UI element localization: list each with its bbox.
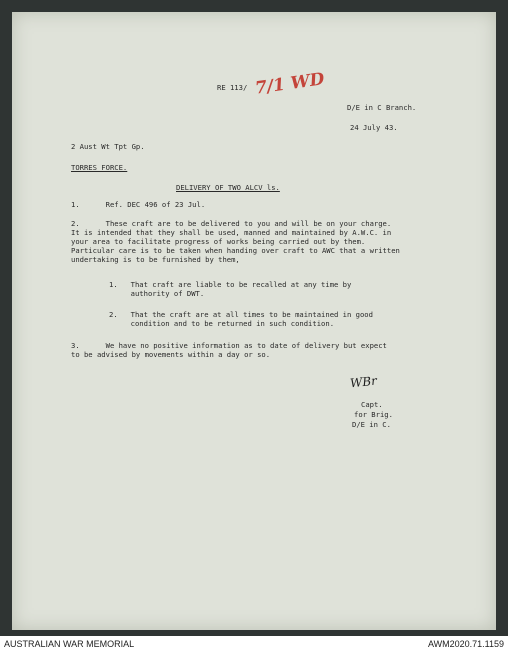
handwritten-reference: 7/1 WD	[253, 69, 326, 99]
paragraph-2-line: your area to facilitate progress of works being carried out by them.	[71, 237, 366, 246]
paragraph-2-line: Particular care is to be taken when handing over craft to AWC that a written	[71, 246, 400, 255]
paragraph-3-line: to be advised by movements within a day or so.	[71, 350, 271, 359]
paragraph-2-line: undertaking is to be furnished by them,	[71, 255, 240, 264]
document-page	[12, 12, 496, 630]
signatory-office: D/E in C.	[352, 420, 391, 429]
addressee-line-2: TORRES FORCE.	[71, 163, 128, 172]
paragraph-2-line: It is intended that they shall be used, manned and maintained by A.W.C. in	[71, 228, 392, 237]
condition-2-line: condition and to be returned in such condition.	[109, 319, 335, 328]
condition-1-line: 1. That craft are liable to be recalled at any time by	[109, 280, 352, 289]
footer-institution: AUSTRALIAN WAR MEMORIAL	[4, 639, 135, 649]
signatory-for: for Brig.	[354, 410, 393, 419]
paragraph-3-line: 3. We have no positive information as to date of delivery but expect	[71, 341, 387, 350]
paragraph-2-line: 2. These craft are to be delivered to you and will be on your charge.	[71, 219, 392, 228]
archive-footer	[0, 636, 508, 653]
reference-number: RE 113/	[217, 83, 248, 92]
from-branch: D/E in C Branch.	[347, 103, 417, 112]
signature: WBr	[349, 373, 378, 391]
subject-heading: DELIVERY OF TWO ALCV ls.	[176, 183, 280, 192]
signatory-rank: Capt.	[361, 400, 383, 409]
footer-accession-number: AWM2020.71.1159	[427, 639, 504, 649]
paragraph-1: 1. Ref. DEC 496 of 23 Jul.	[71, 200, 206, 209]
condition-1-line: authority of DWT.	[109, 289, 205, 298]
condition-2-line: 2. That the craft are at all times to be maintained in good	[109, 310, 373, 319]
addressee-line-1: 2 Aust Wt Tpt Gp.	[71, 142, 145, 151]
document-date: 24 July 43.	[350, 123, 398, 132]
